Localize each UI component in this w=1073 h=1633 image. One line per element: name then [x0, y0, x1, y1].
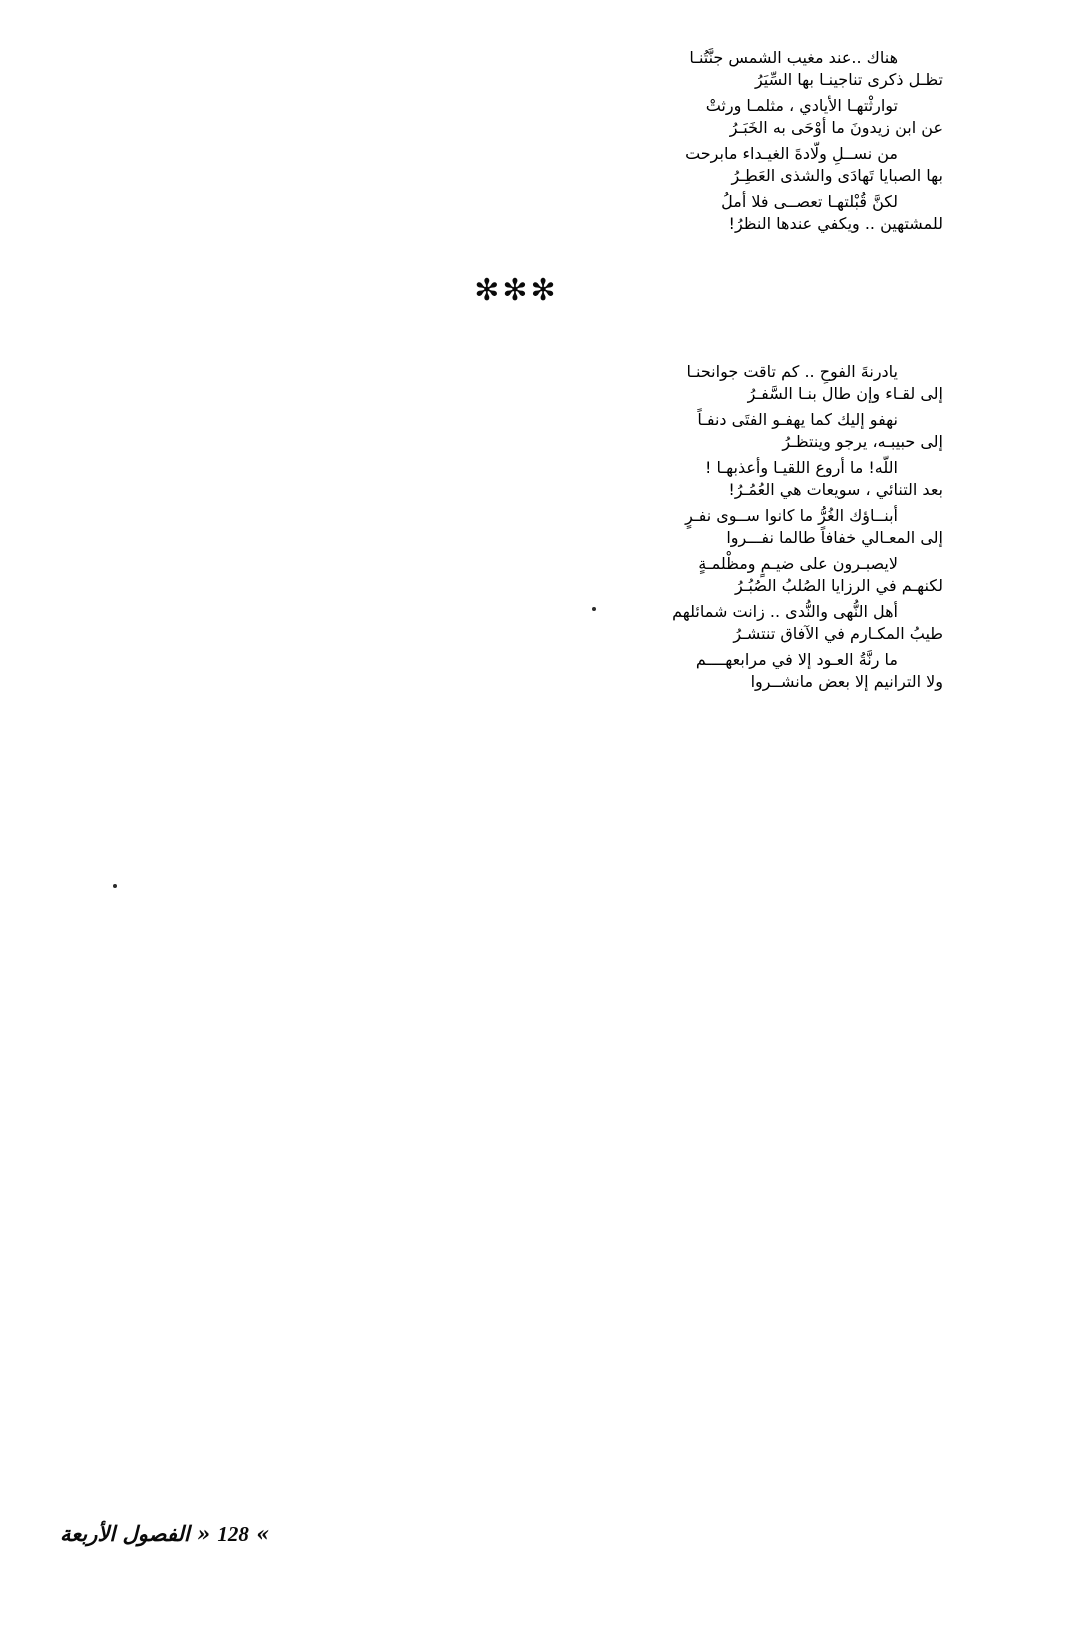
verse-row: [60, 96, 973, 137]
hemistich-first: أبنــاؤك الغُرُّ ما كانوا ســوى نفـرٍ: [685, 506, 898, 525]
footer-text: [60, 1521, 269, 1547]
hemistich-second: عن ابن زيدونَ ما أوْحَى به الخَبَـرُ: [729, 118, 943, 137]
verse-row: [60, 362, 973, 403]
hemistich-second: إلى حبيبـه، يرجو وينتظـرُ: [782, 432, 943, 451]
hemistich-second: بها الصبايا تَهادَى والشذى العَطِـرُ: [731, 166, 943, 185]
footer-open-quote: «: [196, 1521, 211, 1546]
scan-speck: [592, 607, 596, 611]
hemistich-second: ولا الترانيم إلا بعض مانشــروا: [750, 672, 943, 691]
stanza-spacer: [60, 308, 973, 362]
hemistich-second: بعد التنائي ، سويعات هي العُمُـرُ!: [728, 480, 943, 499]
hemistich-first: لكنَّ قُبْلتهـا تعصــى فلا أملُ: [721, 192, 898, 211]
hemistich-first: أهل النُّهى والنُّدى .. زانت شمائلهم: [672, 602, 898, 621]
stanza-1: [60, 48, 973, 233]
footer-close-quote: »: [256, 1521, 270, 1546]
verse-row: [60, 144, 973, 185]
hemistich-first: توارثْتهـا الأيادي ، مثلمـا ورثتْ: [705, 96, 898, 115]
verse-row: [60, 554, 973, 595]
hemistich-second: تظـل ذكرى تناجينـا بها السِّيَرُ: [754, 70, 943, 89]
verse-row: [60, 410, 973, 451]
verse-row: [60, 192, 973, 233]
scan-speck: [113, 884, 117, 888]
page-number: 128: [217, 1522, 249, 1546]
verse-row: [60, 506, 973, 547]
hemistich-first: اللّه! ما أروع اللقيـا وأعذبهـا !: [705, 458, 898, 477]
hemistich-first: لايصبـرون على ضيـمٍ ومظْلمـةٍ: [698, 554, 898, 573]
hemistich-first: ما رنَّةُ العـود إلا في مرابعهــــم: [695, 650, 898, 669]
hemistich-second: للمشتهين .. ويكفي عندها النظرُ!: [728, 214, 943, 233]
section-divider-asterisks: ✻✻✻: [474, 273, 559, 308]
stanza-2: [60, 362, 973, 691]
hemistich-first: من نســلِ ولّادةَ الغيـداء مابرحت: [685, 144, 898, 163]
hemistich-first: هناك ..عند مغيب الشمس جنَّتُنـا: [689, 48, 898, 67]
hemistich-first: يادرنةَ الفوحِ .. كم تاقت جوانحنـا: [686, 362, 898, 381]
hemistich-second: لكنهـم في الرزايا الصُلبُ الصُبُـرُ: [735, 576, 943, 595]
verse-row: [60, 48, 973, 89]
verse-row: [60, 458, 973, 499]
hemistich-second: إلى لقـاء وإن طال بنـا السَّفـرُ: [747, 384, 943, 403]
poem-body: [0, 48, 1073, 698]
verse-row: [60, 602, 973, 643]
book-title: الفصول الأربعة: [60, 1521, 190, 1546]
hemistich-second: طيبُ المكـارم في الآفاق تنتشـرُ: [733, 624, 943, 643]
verse-row: [60, 650, 973, 691]
page-footer: [0, 1521, 1073, 1547]
hemistich-first: نهفو إليك كما يهفـو الفتَى دنفـاً: [697, 410, 898, 429]
hemistich-second: إلى المعـالي خفافاً طالما نفـــروا: [726, 528, 943, 547]
